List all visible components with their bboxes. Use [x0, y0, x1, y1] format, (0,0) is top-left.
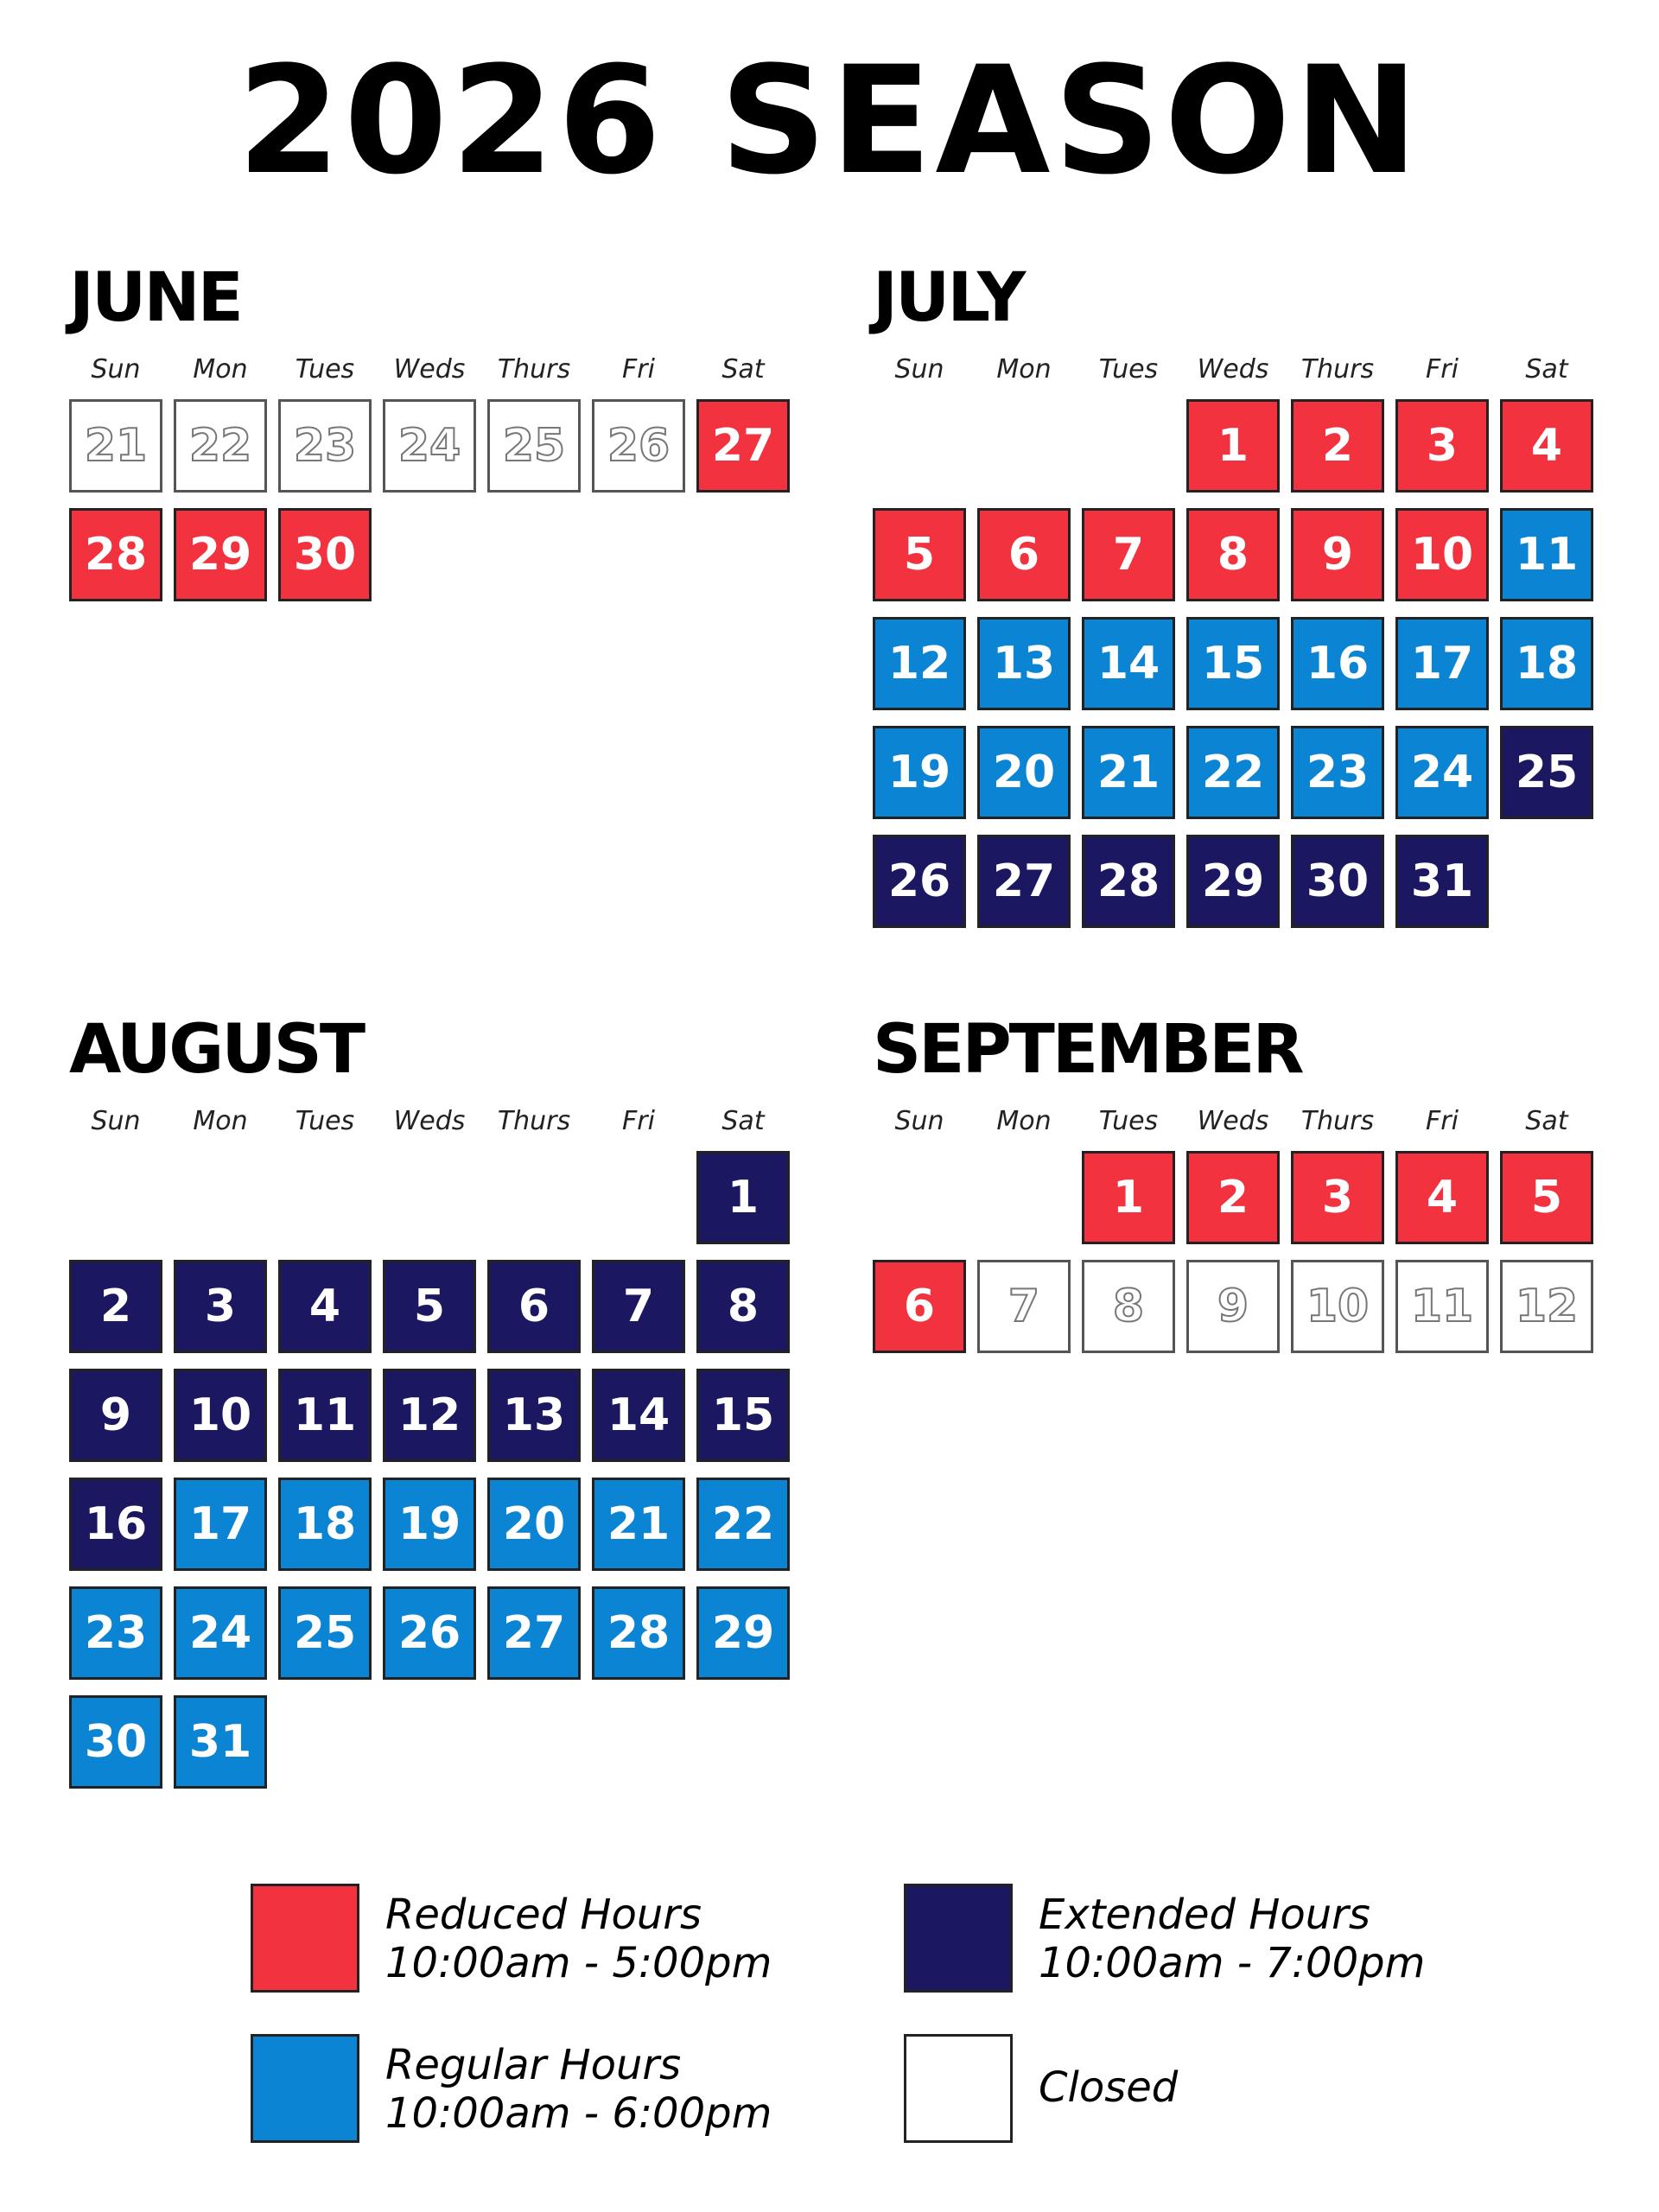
- day-cell: 21: [69, 399, 162, 493]
- day-cell: 28: [69, 508, 162, 601]
- day-cell: 12: [383, 1369, 476, 1462]
- day-cell: 8: [696, 1260, 790, 1353]
- day-cell: 10: [174, 1369, 267, 1462]
- day-cell: 17: [174, 1478, 267, 1571]
- weekday-label: Fri: [622, 1106, 655, 1136]
- day-cell: 17: [1395, 617, 1489, 710]
- day-cell: 15: [1186, 617, 1280, 710]
- day-cell: 2: [1186, 1151, 1280, 1244]
- weekday-label: Fri: [1426, 1106, 1459, 1136]
- legend-item-closed: [904, 2034, 1526, 2146]
- day-cell: 14: [592, 1369, 685, 1462]
- weekday-header: [873, 353, 1607, 387]
- weekday-label: Mon: [996, 354, 1052, 385]
- weekday-label: Sun: [91, 354, 141, 385]
- day-cell: 10: [1395, 508, 1489, 601]
- day-cell: 11: [278, 1369, 372, 1462]
- weekday-header: [873, 1104, 1607, 1139]
- weekday-label: Thurs: [497, 354, 571, 385]
- day-cell: 1: [1082, 1151, 1175, 1244]
- weekday-label: Weds: [393, 1106, 466, 1136]
- day-cell: 21: [1082, 726, 1175, 819]
- day-cell: 25: [487, 399, 581, 493]
- weekday-label: Fri: [622, 354, 655, 385]
- day-cell: 5: [873, 508, 966, 601]
- day-cell: 29: [696, 1586, 790, 1680]
- day-cell: 2: [1291, 399, 1384, 493]
- weekday-label: Sat: [721, 1106, 765, 1136]
- legend-label: Closed: [1039, 2063, 1179, 2112]
- day-cell: 24: [383, 399, 476, 493]
- weekday-header: [69, 353, 804, 387]
- legend-item-regular: [251, 2034, 873, 2146]
- weekday-label: Tues: [1098, 1106, 1159, 1136]
- weekday-label: Mon: [193, 1106, 248, 1136]
- day-cell: 30: [1291, 835, 1384, 928]
- day-cell: 29: [1186, 835, 1280, 928]
- day-cell: 28: [1082, 835, 1175, 928]
- month-title: JULY: [873, 259, 1024, 337]
- weekday-label: Mon: [996, 1106, 1052, 1136]
- day-cell: 9: [1186, 1260, 1280, 1353]
- day-cell: 25: [1500, 726, 1593, 819]
- day-cell: 4: [1500, 399, 1593, 493]
- month-title: JUNE: [69, 259, 241, 337]
- day-cell: 18: [278, 1478, 372, 1571]
- legend-label: Reduced Hours: [385, 1891, 702, 1939]
- day-cell: 26: [383, 1586, 476, 1680]
- month-august: [69, 1011, 812, 1789]
- month-title: AUGUST: [69, 1011, 364, 1089]
- day-cell: 11: [1395, 1260, 1489, 1353]
- day-cell: 8: [1186, 508, 1280, 601]
- legend-item-extended: [904, 1884, 1526, 1996]
- day-cell: 15: [696, 1369, 790, 1462]
- legend-hours: 10:00am - 5:00pm: [385, 1939, 772, 1987]
- day-cell: 23: [278, 399, 372, 493]
- day-cell: 21: [592, 1478, 685, 1571]
- month-july: [873, 259, 1616, 1037]
- day-cell: 19: [873, 726, 966, 819]
- day-cell: 20: [487, 1478, 581, 1571]
- day-cell: 3: [1395, 399, 1489, 493]
- weekday-label: Mon: [193, 354, 248, 385]
- legend-swatch-reduced: [251, 1884, 359, 1993]
- day-cell: 13: [487, 1369, 581, 1462]
- day-cell: 9: [1291, 508, 1384, 601]
- day-cell: 12: [873, 617, 966, 710]
- day-cell: 10: [1291, 1260, 1384, 1353]
- weekday-label: Tues: [295, 1106, 355, 1136]
- legend-item-reduced: [251, 1884, 873, 1996]
- day-cell: 23: [1291, 726, 1384, 819]
- day-cell: 18: [1500, 617, 1593, 710]
- month-september: [873, 1011, 1616, 1789]
- day-cell: 16: [1291, 617, 1384, 710]
- weekday-label: Weds: [1197, 1106, 1269, 1136]
- weekday-label: Thurs: [1300, 354, 1375, 385]
- day-cell: 11: [1500, 508, 1593, 601]
- day-cell: 2: [69, 1260, 162, 1353]
- legend-hours: 10:00am - 6:00pm: [385, 2089, 772, 2138]
- day-cell: 6: [977, 508, 1071, 601]
- day-cell: 20: [977, 726, 1071, 819]
- day-cell: 4: [1395, 1151, 1489, 1244]
- day-cell: 27: [696, 399, 790, 493]
- weekday-label: Sun: [894, 1106, 944, 1136]
- day-grid: [873, 399, 1607, 1004]
- day-grid: [873, 1151, 1607, 1756]
- day-cell: 26: [592, 399, 685, 493]
- day-cell: 5: [383, 1260, 476, 1353]
- day-cell: 23: [69, 1586, 162, 1680]
- month-june: [69, 259, 812, 1037]
- day-cell: 31: [174, 1695, 267, 1789]
- day-cell: 31: [1395, 835, 1489, 928]
- day-cell: 30: [69, 1695, 162, 1789]
- weekday-label: Sun: [894, 354, 944, 385]
- day-cell: 27: [487, 1586, 581, 1680]
- weekday-label: Sat: [721, 354, 765, 385]
- day-cell: 6: [487, 1260, 581, 1353]
- day-cell: 29: [174, 508, 267, 601]
- weekday-label: Weds: [1197, 354, 1269, 385]
- day-grid: [69, 399, 804, 1004]
- day-cell: 16: [69, 1478, 162, 1571]
- day-cell: 4: [278, 1260, 372, 1353]
- legend: [0, 1866, 1659, 2160]
- day-cell: 1: [696, 1151, 790, 1244]
- day-cell: 3: [174, 1260, 267, 1353]
- day-cell: 30: [278, 508, 372, 601]
- day-cell: 22: [174, 399, 267, 493]
- day-cell: 7: [977, 1260, 1071, 1353]
- weekday-label: Sun: [91, 1106, 141, 1136]
- day-cell: 13: [977, 617, 1071, 710]
- legend-swatch-regular: [251, 2034, 359, 2143]
- legend-hours: 10:00am - 7:00pm: [1039, 1939, 1426, 1987]
- day-cell: 12: [1500, 1260, 1593, 1353]
- day-cell: 14: [1082, 617, 1175, 710]
- weekday-label: Sat: [1525, 354, 1568, 385]
- day-cell: 5: [1500, 1151, 1593, 1244]
- day-cell: 22: [696, 1478, 790, 1571]
- day-cell: 19: [383, 1478, 476, 1571]
- day-cell: 9: [69, 1369, 162, 1462]
- weekday-label: Weds: [393, 354, 466, 385]
- day-cell: 7: [592, 1260, 685, 1353]
- day-cell: 26: [873, 835, 966, 928]
- weekday-label: Fri: [1426, 354, 1459, 385]
- page-title: 2026 SEASON: [237, 34, 1422, 207]
- weekday-label: Tues: [1098, 354, 1159, 385]
- weekday-label: Thurs: [497, 1106, 571, 1136]
- legend-label: Regular Hours: [385, 2041, 682, 2089]
- day-cell: 25: [278, 1586, 372, 1680]
- day-cell: 6: [873, 1260, 966, 1353]
- legend-swatch-extended: [904, 1884, 1013, 1993]
- day-grid: [69, 1151, 804, 1768]
- legend-swatch-closed: [904, 2034, 1013, 2143]
- day-cell: 22: [1186, 726, 1280, 819]
- day-cell: 24: [174, 1586, 267, 1680]
- day-cell: 7: [1082, 508, 1175, 601]
- weekday-header: [69, 1104, 804, 1139]
- day-cell: 1: [1186, 399, 1280, 493]
- day-cell: 27: [977, 835, 1071, 928]
- weekday-label: Sat: [1525, 1106, 1568, 1136]
- legend-label: Extended Hours: [1039, 1891, 1370, 1939]
- day-cell: 24: [1395, 726, 1489, 819]
- weekday-label: Tues: [295, 354, 355, 385]
- month-title: SEPTEMBER: [873, 1011, 1302, 1089]
- day-cell: 3: [1291, 1151, 1384, 1244]
- day-cell: 28: [592, 1586, 685, 1680]
- day-cell: 8: [1082, 1260, 1175, 1353]
- weekday-label: Thurs: [1300, 1106, 1375, 1136]
